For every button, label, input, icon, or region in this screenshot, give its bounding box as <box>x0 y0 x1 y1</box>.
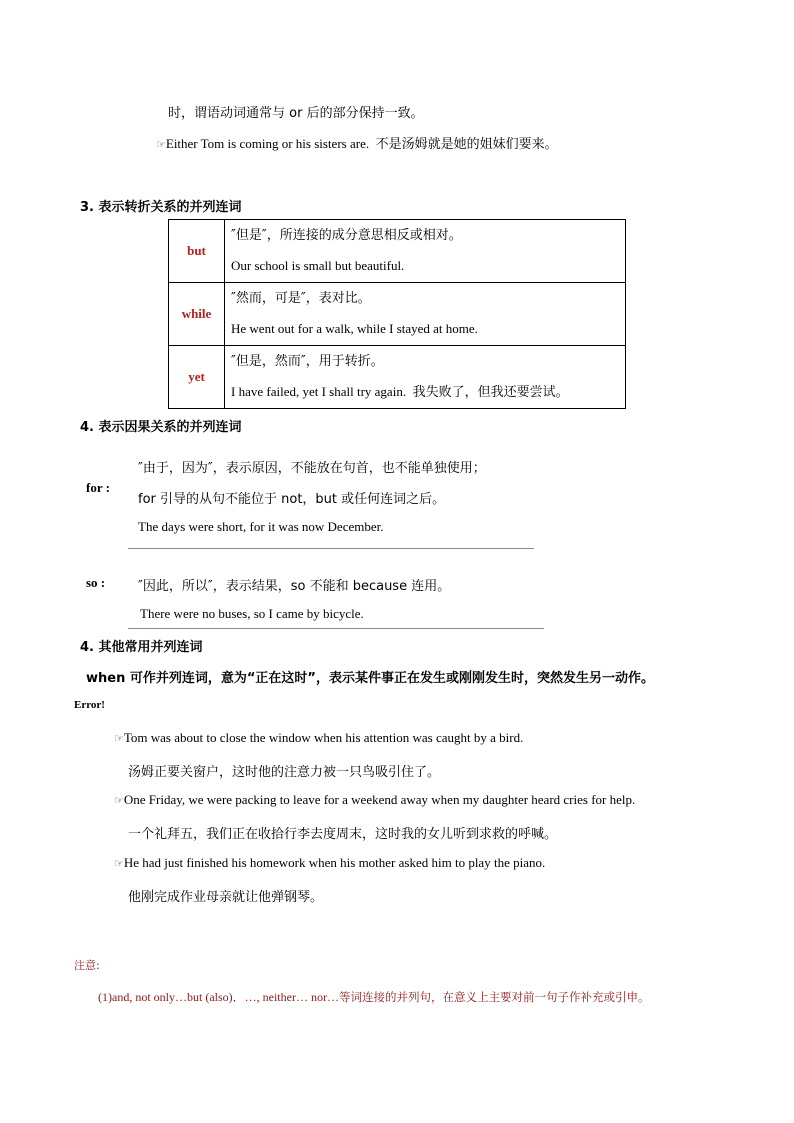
pointing-hand-icon: ☞ <box>156 138 166 151</box>
divider <box>128 548 534 549</box>
section-heading: 4. 表示因果关系的并列连词 <box>80 420 242 435</box>
description-cell <box>225 220 626 283</box>
example-english: One Friday, we were packing to leave for a weekend away when my daughter heard cries for help. <box>123 792 636 807</box>
so-meaning: ″因此，所以″，表示结果，so 不能和 because 连用。 <box>138 579 451 594</box>
note-explanation: 等词连接的并列句，在意义上主要对前一句子作补充或引申。 <box>338 990 650 1004</box>
example-text: I have failed, yet I shall try again. 我失败了，但我还要尝试。 <box>231 383 569 400</box>
so-label: so : <box>86 575 106 590</box>
note-conjunctions: (1)and, not only…but (also)．…, neither… nor… <box>98 990 339 1004</box>
description-cell <box>225 283 626 346</box>
note-label: 注意: <box>74 959 100 972</box>
example-chinese: 他刚完成作业母亲就让他弹钢琴。 <box>128 890 324 905</box>
for-label: for : <box>86 480 110 495</box>
intro-line: 时，谓语动词通常与 or 后的部分保持一致。 <box>168 106 424 121</box>
meaning-text: ″但是″，所连接的成分意思相反或相对。 <box>231 228 462 243</box>
intro-example <box>156 133 558 152</box>
meaning-text: ″但是，然而″，用于转折。 <box>231 353 384 369</box>
description-cell <box>225 346 626 409</box>
example-chinese: 一个礼拜五，我们正在收拾行李去度周末，这时我的女儿听到求救的呼喊。 <box>128 827 558 842</box>
example-chinese: 不是汤姆就是她的姐妹们要来。 <box>375 137 558 152</box>
table-row <box>169 283 626 346</box>
divider <box>128 628 544 629</box>
example-english: He had just finished his homework when his mother asked him to play the piano. <box>123 855 546 870</box>
example-english: Tom was about to close the window when his attention was caught by a bird. <box>123 730 524 745</box>
conjunction-table <box>168 219 626 409</box>
error-label: Error! <box>74 699 105 711</box>
example-english: Either Tom is coming or his sisters are. <box>165 136 370 151</box>
table-row <box>169 346 626 409</box>
example-item <box>114 855 545 871</box>
pointing-hand-icon: ☞ <box>114 794 124 807</box>
example-item <box>114 730 523 746</box>
keyword-cell: while <box>169 283 225 346</box>
for-example: The days were short, for it was now December. <box>138 519 384 534</box>
pointing-hand-icon: ☞ <box>114 857 124 870</box>
so-example: There were no buses, so I came by bicycle. <box>140 606 364 621</box>
when-definition: when 可作并列连词，意为“正在这时”，表示某件事正在发生或刚刚发生时，突然发生另一动作。 <box>86 671 654 686</box>
section-heading: 3. 表示转折关系的并列连词 <box>80 200 242 215</box>
section-heading: 4. 其他常用并列连词 <box>80 640 203 655</box>
table-row <box>169 220 626 283</box>
for-meaning: ″由于，因为″，表示原因，不能放在句首，也不能单独使用； <box>138 461 486 476</box>
example-chinese: 汤姆正要关窗户，这时他的注意力被一只鸟吸引住了。 <box>128 765 441 780</box>
example-text: Our school is small but beautiful. <box>231 258 405 273</box>
for-rule: for 引导的从句不能位于 not，but 或任何连词之后。 <box>138 492 446 507</box>
keyword-cell: but <box>169 220 225 283</box>
example-text: He went out for a walk, while I stayed at home. <box>231 321 478 336</box>
pointing-hand-icon: ☞ <box>114 732 124 745</box>
meaning-text: ″然而，可是″，表对比。 <box>231 291 371 306</box>
note-line <box>98 988 649 1005</box>
example-item <box>114 792 635 808</box>
keyword-cell: yet <box>169 346 225 409</box>
